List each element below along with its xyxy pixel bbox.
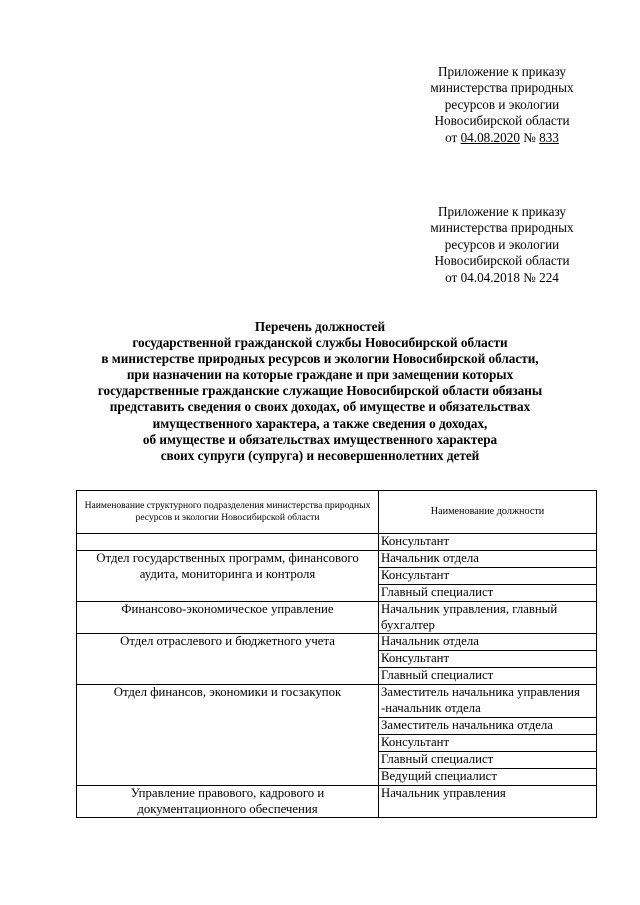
position-cell: Консультант [379,651,597,668]
title-line: своих супруги (супруга) и несовершеннолетних детей [160,447,480,463]
header-department: Наименование структурного подразделения министерства природных ресурсов и экологии Новосибирской области [77,491,379,534]
positions-table [76,490,597,818]
position-cell: Главный специалист [379,751,597,768]
title-line: Перечень должностей [254,319,386,334]
date-prefix: от [445,129,461,145]
position-cell: Заместитель начальника отдела [379,717,597,734]
order-date: 04.08.2020 [460,129,520,145]
position-cell: Заместитель начальника управления -начальник отдела [379,685,597,718]
table-row [77,534,597,551]
order-number: 833 [539,129,559,145]
appendix-order-ref [402,130,602,146]
title-line: в министерстве природных ресурсов и экологии Новосибирской области, [101,351,539,367]
department-cell: Финансово-экономическое управление [77,601,379,634]
department-cell: Отдел финансов, экономики и госзакупок [77,685,379,785]
position-cell: Начальник управления [379,785,597,818]
department-cell: Отдел государственных программ, финансового аудита, мониторинга и контроля [77,550,379,601]
appendix-header-current [402,64,602,146]
department-cell [77,534,379,551]
title-line: государственные гражданские служащие Новосибирской области обязаны [97,383,543,399]
appendix-line: Новосибирской области [434,253,570,269]
header-position: Наименование должности [379,491,597,534]
position-cell: Консультант [379,734,597,751]
appendix-line: министерства природных [430,80,574,96]
position-cell: Начальник управления, главный бухгалтер [379,601,597,634]
title-line: государственной гражданской службы Новосибирской области [132,335,508,351]
appendix-line: ресурсов и экологии [444,96,560,112]
appendix-line: от 04.04.2018 № 224 [445,269,559,285]
position-cell: Консультант [379,534,597,551]
department-cell: Отдел отраслевого и бюджетного учета [77,634,379,685]
appendix-line: Новосибирской области [434,113,570,129]
department-cell: Управление правового, кадрового и документационного обеспечения [77,785,379,818]
title-line: представить сведения о своих доходах, об имуществе и обязательствах [109,399,531,415]
title-line: при назначении на которые граждане и при замещении которых [126,367,514,383]
appendix-line: министерства природных [430,220,574,236]
position-cell: Ведущий специалист [379,768,597,785]
appendix-line: ресурсов и экологии [444,236,560,252]
title-line: имущественного характера, а также сведения о доходах, [152,415,488,431]
position-cell: Главный специалист [379,584,597,601]
position-cell: Консультант [379,567,597,584]
title-line: об имуществе и обязательствах имущественного характера [142,431,498,447]
table-row [77,634,597,651]
document-title [60,319,580,464]
position-cell: Начальник отдела [379,550,597,567]
appendix-line: Приложение к приказу [437,204,567,219]
table-row [77,550,597,567]
position-cell: Начальник отдела [379,634,597,651]
appendix-line: Приложение к приказу [437,64,567,79]
table-row [77,685,597,718]
number-sign: № [519,129,540,145]
table-row [77,601,597,634]
position-cell: Главный специалист [379,668,597,685]
table-row [77,785,597,818]
appendix-header-previous [402,204,602,286]
table-header-row [77,491,597,534]
